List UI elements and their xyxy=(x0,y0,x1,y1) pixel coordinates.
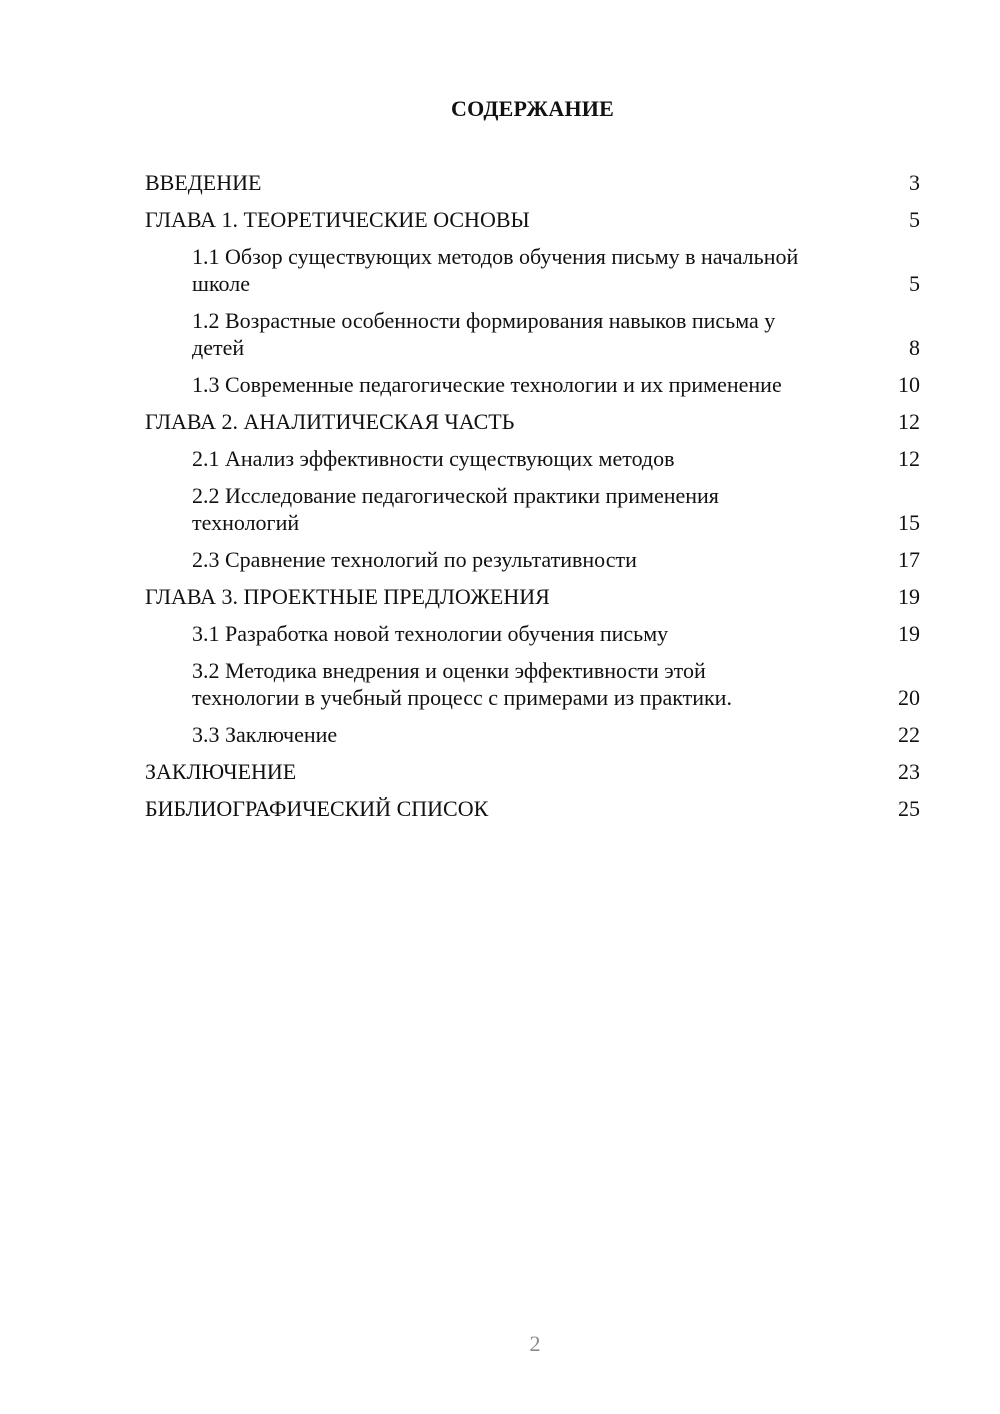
toc-entry-page: 12 xyxy=(898,446,920,471)
toc-entry-label: 2.2 Исследование педагогической практики применения технологий xyxy=(192,483,719,535)
toc-entry-section-1-1 xyxy=(145,243,920,297)
toc-entry-page: 19 xyxy=(898,584,920,609)
toc-entry-label: ГЛАВА 1. ТЕОРЕТИЧЕСКИЕ ОСНОВЫ xyxy=(145,207,530,232)
toc-entry-label: 3.2 Методика внедрения и оценки эффективности этой технологии в учебный процесс с примерами из практики. xyxy=(192,658,732,710)
toc-entry-page: 5 xyxy=(909,271,920,296)
toc-entry-label: ЗАКЛЮЧЕНИЕ xyxy=(145,759,297,784)
toc-entry-page: 25 xyxy=(898,796,920,821)
toc-entry-label: ГЛАВА 2. АНАЛИТИЧЕСКАЯ ЧАСТЬ xyxy=(145,409,515,434)
toc-entry-section-2-1 xyxy=(145,445,920,472)
toc-entry-page: 17 xyxy=(898,547,920,572)
toc-entry-bibliography xyxy=(145,795,920,822)
page-number: 2 xyxy=(529,1331,541,1356)
toc-entry-page: 19 xyxy=(898,621,920,646)
toc-entry-chapter-3 xyxy=(145,583,920,610)
table-of-contents xyxy=(145,169,920,832)
toc-entry-page: 23 xyxy=(898,759,920,784)
toc-entry-label: 1.3 Современные педагогические технологии и их применение xyxy=(192,372,782,397)
toc-entry-page: 15 xyxy=(898,510,920,535)
page-title: СОДЕРЖАНИЕ xyxy=(451,96,614,121)
toc-entry-label: 3.1 Разработка новой технологии обучения письму xyxy=(192,621,669,646)
toc-entry-section-3-1 xyxy=(145,620,920,647)
toc-entry-section-2-2 xyxy=(145,482,920,536)
toc-entry-page: 5 xyxy=(909,207,920,232)
toc-entry-page: 8 xyxy=(909,335,920,360)
toc-entry-section-1-2 xyxy=(145,307,920,361)
toc-entry-page: 12 xyxy=(898,409,920,434)
toc-entry-page: 20 xyxy=(898,685,920,710)
toc-entry-page: 10 xyxy=(898,372,920,397)
toc-entry-label: ВВЕДЕНИЕ xyxy=(145,170,262,195)
toc-entry-label: 1.1 Обзор существующих методов обучения письму в начальной школе xyxy=(192,244,799,296)
toc-entry-label: БИБЛИОГРАФИЧЕСКИЙ СПИСОК xyxy=(145,796,489,821)
toc-entry-label: 2.3 Сравнение технологий по результативности xyxy=(192,547,637,572)
toc-entry-section-3-2 xyxy=(145,657,920,711)
toc-entry-label: 3.3 Заключение xyxy=(192,722,338,747)
toc-entry-page: 3 xyxy=(909,170,920,195)
toc-entry-page: 22 xyxy=(898,722,920,747)
toc-entry-label: 2.1 Анализ эффективности существующих методов xyxy=(192,446,675,471)
toc-entry-section-1-3 xyxy=(145,371,920,398)
toc-entry-section-2-3 xyxy=(145,546,920,573)
toc-entry-introduction xyxy=(145,169,920,196)
toc-entry-label: ГЛАВА 3. ПРОЕКТНЫЕ ПРЕДЛОЖЕНИЯ xyxy=(145,584,550,609)
toc-entry-label: 1.2 Возрастные особенности формирования навыков письма у детей xyxy=(192,308,776,360)
toc-entry-chapter-1 xyxy=(145,206,920,233)
toc-entry-conclusion xyxy=(145,758,920,785)
toc-entry-chapter-2 xyxy=(145,408,920,435)
toc-entry-section-3-3 xyxy=(145,721,920,748)
